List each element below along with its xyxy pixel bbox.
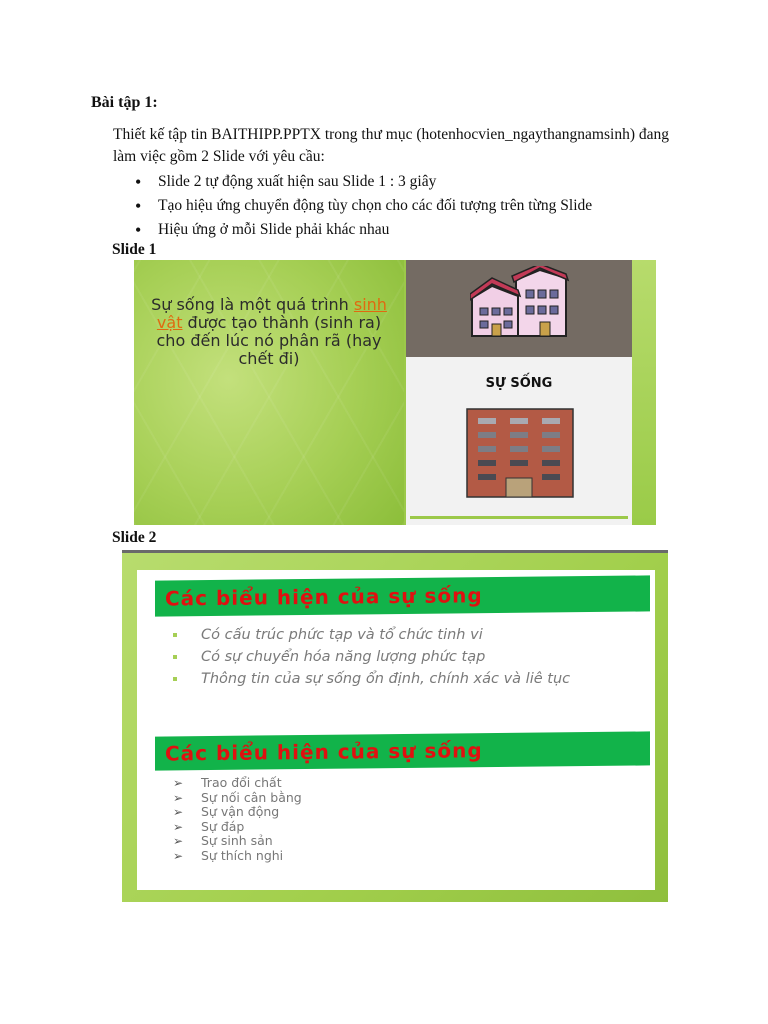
requirement-item: • Hiệu ứng ở mỗi Slide phải khác nhau — [135, 218, 592, 242]
slide2-banner-title: Các biểu hiện của sự sống — [155, 731, 650, 770]
slide1-text-part: Sự sống là một quá trình — [151, 295, 354, 314]
arrow-bullet-icon: ➢ — [173, 790, 184, 805]
arrow-bullet-icon: ➢ — [173, 834, 184, 848]
slide1-highlight: sinh vật — [156, 295, 387, 332]
arrow-bullet-icon: ➢ — [173, 819, 184, 834]
list-item-text: Sự đáp — [201, 818, 245, 834]
list-item — [173, 805, 302, 820]
arrow-bullet-icon: ➢ — [173, 776, 184, 790]
list-item-text: Sự sinh sản — [201, 833, 273, 848]
requirement-item: • Tạo hiệu ứng chuyển động tùy chọn cho các đối tượng trên từng Slide — [135, 194, 592, 218]
slide1-panel — [404, 260, 634, 525]
arrow-bullet-icon: ➢ — [173, 805, 184, 819]
slide2-banner-title: Các biểu hiện của sự sống — [155, 575, 650, 616]
slide2-list-1 — [173, 624, 570, 690]
slide2-list-2 — [173, 776, 302, 863]
list-item-text: Sự thích nghi — [201, 847, 284, 863]
slide2-label: Slide 2 — [112, 529, 157, 546]
list-item: Thông tin của sự sống ổn định, chính xác và liê tục — [173, 668, 570, 690]
requirements-list — [135, 170, 592, 242]
list-item — [173, 791, 302, 806]
list-item-text: Sự vận động — [201, 804, 280, 819]
panel-title: SỰ SỐNG — [485, 376, 553, 391]
list-item-text: Trao đổi chất — [201, 775, 282, 790]
slide1-label: Slide 1 — [112, 241, 157, 258]
slide1-image — [134, 260, 656, 525]
list-item-text: Sự nối cân bằng — [201, 789, 302, 805]
list-item — [173, 776, 302, 791]
list-item — [173, 834, 302, 849]
arrow-bullet-icon: ➢ — [173, 848, 184, 863]
slide1-green-area — [134, 260, 404, 525]
list-item — [173, 849, 302, 864]
slide1-right-strip — [632, 260, 656, 525]
exercise-heading: Bài tập 1: — [91, 94, 158, 111]
slide2-image — [122, 550, 668, 902]
list-item: Có sự chuyển hóa năng lượng phức tạp — [173, 646, 570, 668]
panel-underline — [410, 516, 628, 519]
building-clipart-icon — [466, 408, 574, 498]
list-item — [173, 820, 302, 835]
slide2-top-strip — [122, 550, 668, 553]
slide1-text-part: được tạo thành (sinh ra) cho đến lúc nó phân rã (hay chết đi) — [156, 313, 382, 368]
slide1-text — [144, 296, 394, 368]
slide2-content — [137, 570, 655, 890]
requirement-item: • Slide 2 tự động xuất hiện sau Slide 1 : 3 giây — [135, 170, 592, 194]
list-item: Có cấu trúc phức tạp và tổ chức tinh vi — [173, 624, 570, 646]
houses-clipart-icon — [470, 266, 570, 338]
exercise-intro: Thiết kế tập tin BAITHIPP.PPTX trong thư mục (hotenhocvien_ngaythangnamsinh) đang làm việc gồm 2 Slide với yêu cầu: — [113, 126, 669, 165]
